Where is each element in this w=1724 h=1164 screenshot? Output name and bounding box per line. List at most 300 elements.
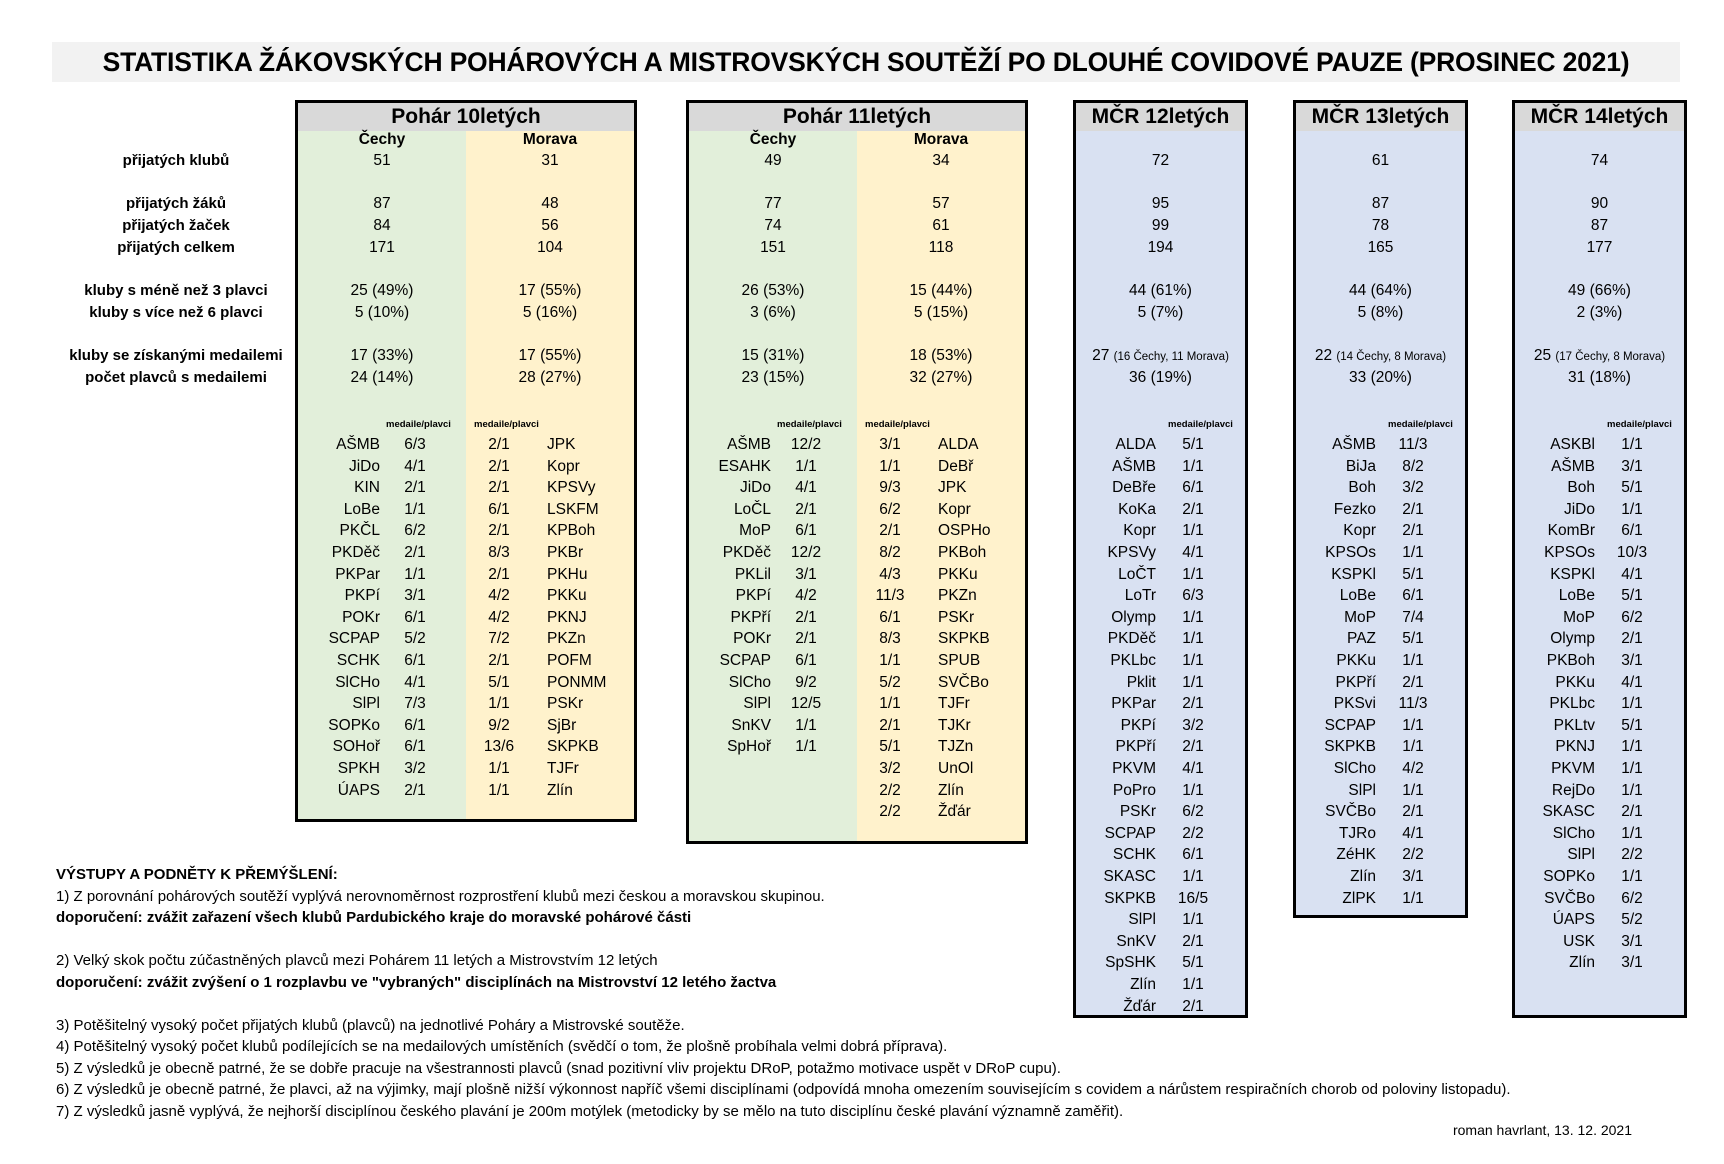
club-medals: 13/6 [483, 738, 515, 756]
club-name: PKSvi [1333, 695, 1376, 713]
club-name: SlPl [1348, 781, 1376, 799]
row-label-kluby: přijatých klubů [122, 152, 230, 169]
club-medals: 4/2 [488, 587, 510, 605]
row-label-zacky: přijatých žaček [122, 217, 230, 234]
value-kluby: 72 [1151, 152, 1170, 169]
club-medals: 6/2 [1182, 803, 1204, 821]
club-name: SKASC [1103, 868, 1156, 885]
club-name: LoBe [343, 500, 380, 518]
club-name: DeBř [938, 457, 974, 475]
club-name: Fezko [1333, 500, 1376, 518]
club-medals: 8/2 [1402, 457, 1424, 475]
club-name: SCHK [336, 652, 380, 669]
club-medals: 1/1 [1621, 760, 1643, 777]
club-name: UnOl [938, 760, 974, 777]
value-cechy-kluby: 51 [373, 152, 391, 169]
club-medals: 8/3 [879, 630, 901, 648]
club-medals: 2/1 [404, 479, 426, 497]
club-name: PKLbc [1549, 695, 1595, 713]
value-plavci-medaile: 36 (19%) [1129, 369, 1192, 386]
value-vice6: 5 (7%) [1137, 304, 1184, 321]
value-mene3: 49 (66%) [1568, 282, 1631, 299]
club-medals: 6/1 [488, 500, 510, 518]
value-kluby: 74 [1590, 152, 1609, 169]
value-mene3: 44 (64%) [1349, 282, 1412, 299]
club-medals: 1/1 [1402, 738, 1424, 756]
medal-clubs-count: 27 [1092, 347, 1110, 364]
club-name: SKPKB [1104, 889, 1156, 907]
medal-header-morava: medaile/plavci [865, 419, 930, 430]
club-name: PKNJ [547, 608, 587, 626]
club-medals: 2/2 [1621, 846, 1643, 864]
club-name: SCPAP [328, 630, 380, 648]
club-name: SKPKB [1324, 738, 1376, 756]
club-name: KIN [354, 479, 380, 497]
value-plavci-medaile: 33 (20%) [1349, 369, 1412, 386]
club-name: SjBr [547, 716, 577, 734]
club-medals: 10/3 [1616, 544, 1648, 561]
club-name: PKPí [344, 587, 380, 605]
value-cechy-kluby: 49 [764, 152, 782, 169]
club-name: JPK [938, 479, 967, 497]
club-medals: 1/1 [1621, 781, 1643, 799]
club-medals: 7/2 [488, 630, 510, 648]
club-name: ALDA [1115, 436, 1156, 453]
club-name: PSKr [547, 695, 584, 713]
club-medals: 4/1 [795, 479, 817, 497]
club-medals: 2/2 [879, 781, 901, 799]
club-medals: 1/1 [1621, 738, 1643, 756]
club-medals: 6/1 [879, 608, 901, 626]
club-name: ÚAPS [337, 781, 380, 799]
club-medals: 2/1 [1182, 932, 1204, 950]
club-name: PKPří [1335, 673, 1376, 691]
medal-header-cechy: medaile/plavci [777, 419, 842, 430]
value-kluby: 61 [1371, 152, 1390, 169]
page-title: STATISTIKA ŽÁKOVSKÝCH POHÁROVÝCH A MISTROVSKÝCH SOUTĚŽÍ PO DLOUHÉ COVIDOVÉ PAUZE (PROSINEC 2021) [52, 42, 1680, 82]
club-name: SKPKB [938, 630, 990, 648]
club-medals: 1/1 [488, 695, 510, 713]
club-name: LoČL [733, 500, 771, 518]
signature: roman havrlant, 13. 12. 2021 [1452, 1122, 1632, 1138]
club-name: AŠMB [1112, 457, 1156, 475]
club-name: PKPří [1115, 738, 1156, 756]
club-medals: 1/1 [1621, 436, 1643, 453]
value-morava-kluby-medaile: 17 (55%) [518, 347, 582, 364]
row-label-vice6: kluby s více než 6 plavci [89, 304, 263, 321]
club-name: SlPl [1567, 846, 1595, 864]
club-medals: 2/1 [1402, 673, 1424, 691]
value-cechy-kluby-medaile: 17 (33%) [350, 347, 414, 364]
club-name: TJFr [547, 760, 579, 777]
club-name: KSPKl [1331, 565, 1376, 583]
club-name: SlPl [1128, 911, 1156, 929]
club-medals: 1/1 [1621, 868, 1643, 885]
club-name: PKKu [938, 565, 978, 583]
value-cechy-plavci-medaile: 23 (15%) [741, 369, 805, 386]
club-medals: 2/1 [795, 630, 817, 648]
club-name: PKPar [335, 565, 380, 583]
subheader-cechy: Čechy [358, 131, 406, 148]
club-name: Olymp [1550, 630, 1595, 648]
value-morava-vice6: 5 (15%) [913, 304, 969, 321]
value-morava-mene3: 15 (44%) [909, 282, 973, 299]
club-name: SlCHo [335, 673, 380, 691]
club-name: SKASC [1542, 803, 1595, 821]
club-name: Žďár [1123, 997, 1156, 1015]
panel-title: Pohár 11letých [689, 103, 1025, 132]
club-medals: 6/1 [1402, 587, 1424, 605]
club-name: TJKr [938, 716, 971, 734]
medal-header: medaile/plavci [1607, 419, 1672, 430]
club-medals: 4/1 [1182, 760, 1204, 777]
club-name: PKZn [938, 587, 977, 605]
value-plavci-medaile: 31 (18%) [1568, 369, 1631, 386]
club-name: PKPar [1111, 695, 1156, 713]
club-name: ALDA [938, 436, 979, 453]
club-name: ASKBl [1550, 436, 1595, 453]
club-medals: 1/1 [879, 695, 901, 713]
value-morava-zacky: 56 [541, 217, 559, 234]
club-name: SlCho [1333, 760, 1376, 777]
club-name: SCHK [1112, 846, 1156, 864]
club-medals: 2/1 [795, 608, 817, 626]
club-medals: 4/2 [1402, 760, 1424, 777]
value-zacky: 99 [1151, 217, 1170, 234]
club-name: PKHu [547, 565, 588, 583]
club-medals: 3/1 [1621, 932, 1643, 950]
value-mene3: 44 (61%) [1129, 282, 1192, 299]
value-zaci: 90 [1590, 195, 1609, 212]
club-medals: 16/5 [1177, 889, 1209, 907]
club-medals: 5/1 [488, 673, 510, 691]
value-morava-kluby: 34 [932, 152, 950, 169]
club-medals: 8/3 [488, 544, 510, 561]
club-medals: 5/2 [1621, 911, 1643, 929]
row-label-plavci-medaile: počet plavců s medailemi [85, 369, 267, 386]
value-zaci: 87 [1371, 195, 1390, 212]
club-medals: 6/2 [404, 522, 426, 540]
club-medals: 6/1 [795, 652, 817, 669]
club-name: KPBoh [547, 522, 596, 540]
club-name: KomBr [1547, 522, 1595, 540]
club-medals: 2/1 [488, 522, 510, 540]
club-name: SCPAP [719, 652, 771, 669]
club-medals: 1/1 [488, 760, 510, 777]
club-name: PKLtv [1553, 716, 1595, 734]
club-medals: 5/1 [1621, 479, 1643, 497]
club-name: POFM [547, 652, 592, 669]
club-medals: 2/1 [1182, 997, 1204, 1015]
club-name: Zlín [938, 781, 964, 799]
club-name: Zlín [1569, 954, 1595, 972]
club-medals: 3/1 [879, 436, 901, 453]
club-name: PONMM [547, 673, 607, 691]
value-cechy-celkem: 151 [760, 239, 786, 256]
value-morava-kluby: 31 [541, 152, 559, 169]
panel-title: MČR 12letých [1076, 103, 1245, 132]
club-medals: 4/1 [1621, 673, 1643, 691]
club-name: SPUB [938, 652, 981, 669]
club-medals: 1/1 [1182, 673, 1204, 691]
club-medals: 3/2 [1182, 716, 1204, 734]
club-medals: 1/1 [1402, 652, 1424, 669]
club-medals: 2/1 [404, 781, 426, 799]
club-medals: 2/1 [1621, 630, 1643, 648]
club-name: AŠMB [336, 436, 380, 453]
club-name: MoP [1563, 608, 1595, 626]
club-name: LSKFM [547, 500, 599, 518]
club-name: DeBře [1112, 479, 1156, 497]
club-medals: 1/1 [1621, 824, 1643, 842]
club-medals: 1/1 [1182, 781, 1204, 799]
club-medals: 2/1 [1402, 500, 1424, 518]
club-medals: 6/1 [404, 652, 426, 669]
club-medals: 5/1 [1402, 565, 1424, 583]
note-4: 4) Potěšitelný vysoký počet klubů podílejících se na medailových umístěních (svědčí o tom, že plošně probíhala velmi dobrá příprava). [56, 1038, 948, 1055]
club-name: SKPKB [547, 738, 599, 756]
club-medals: 2/2 [1402, 846, 1424, 864]
club-name: PKVM [1112, 760, 1156, 777]
club-name: PKBr [547, 544, 584, 561]
club-medals: 7/4 [1402, 608, 1424, 626]
club-medals: 7/3 [404, 695, 426, 713]
club-medals: 11/3 [1398, 695, 1428, 713]
row-label-zaci: přijatých žáků [125, 195, 227, 212]
club-name: KPSVy [547, 479, 596, 497]
club-medals: 6/1 [1182, 479, 1204, 497]
club-medals: 1/1 [879, 457, 901, 475]
value-cechy-vice6: 3 (6%) [750, 304, 796, 321]
value-celkem: 194 [1147, 239, 1174, 256]
value-cechy-zacky: 74 [764, 217, 782, 234]
club-medals: 12/2 [790, 436, 822, 453]
club-medals: 2/1 [488, 479, 510, 497]
club-medals: 4/2 [488, 608, 510, 626]
note-5: 5) Z výsledků je obecně patrné, že se dobře pracuje na všestrannosti plavců (snad pozitivní vliv projektu DRoP, potažmo motivace uspět v DRoP cupu). [56, 1059, 1061, 1077]
club-name: Kopr [1123, 522, 1156, 540]
club-name: PKLbc [1110, 652, 1156, 669]
club-medals: 2/1 [404, 544, 426, 561]
medal-header: medaile/plavci [1388, 419, 1453, 430]
note-1: 1) Z porovnání pohárových soutěží vyplývá nerovnoměrnost rozprostření klubů mezi českou a moravskou skupinou. [56, 887, 825, 905]
club-medals: 1/1 [1182, 457, 1204, 475]
club-medals: 5/1 [1621, 716, 1643, 734]
club-name: PKVM [1551, 760, 1595, 777]
value-vice6: 2 (3%) [1576, 304, 1623, 321]
medal-header-cechy: medaile/plavci [386, 419, 451, 430]
club-medals: 1/1 [795, 738, 817, 756]
club-medals: 1/1 [1182, 608, 1204, 626]
value-morava-mene3: 17 (55%) [518, 282, 582, 299]
club-name: JiDo [348, 457, 380, 475]
club-medals: 3/2 [879, 760, 901, 777]
club-medals: 12/5 [790, 695, 822, 713]
club-name: JiDo [1563, 500, 1595, 518]
club-medals: 1/1 [1182, 652, 1204, 669]
club-name: ZlPK [1342, 889, 1376, 907]
club-medals: 2/2 [879, 803, 901, 821]
club-name: MoP [1344, 608, 1376, 626]
value-kluby-medaile [1076, 347, 1245, 366]
club-medals: 6/2 [879, 500, 901, 518]
club-name: MoP [739, 522, 771, 540]
club-name: Boh [1348, 479, 1376, 497]
subheader-morava: Morava [913, 131, 969, 148]
club-medals: 4/1 [1621, 565, 1643, 583]
club-name: SOPKo [1543, 868, 1595, 885]
club-medals: 3/1 [795, 565, 817, 583]
club-name: KPSVy [1107, 544, 1156, 561]
value-cechy-zacky: 84 [373, 217, 391, 234]
note-6: 6) Z výsledků je obecně patrné, že plavci, až na výjimky, mají plošně nižší výkonnost napříč všemi disciplínami (odpovídá mnoha omezením souvisejícím s covidem a nárůstem respiračních chorob od poloviny listopadu). [56, 1081, 1511, 1098]
club-name: TJZn [938, 738, 974, 756]
club-name: LoČT [1118, 565, 1156, 583]
club-name: PKLil [734, 565, 771, 583]
club-name: LoBe [1339, 587, 1376, 605]
value-zacky: 87 [1590, 217, 1609, 234]
club-medals: 5/2 [404, 630, 426, 648]
club-medals: 2/1 [1621, 803, 1643, 821]
note-3: 3) Potěšitelný vysoký počet přijatých klubů (plavců) na jednotlivé Poháry a Mistrovské soutěže. [56, 1016, 685, 1034]
value-vice6: 5 (8%) [1357, 304, 1404, 321]
notes-section [56, 864, 1676, 1122]
club-name: PKBoh [1546, 652, 1595, 669]
club-name: PKDěč [722, 544, 771, 561]
club-medals: 1/1 [1402, 716, 1424, 734]
club-medals: 3/1 [1621, 457, 1643, 475]
club-medals: 2/1 [1182, 738, 1204, 756]
value-cechy-plavci-medaile: 24 (14%) [350, 369, 414, 386]
club-medals: 2/1 [488, 565, 510, 583]
note-1-recommendation: doporučení: zvážit zařazení všech klubů Pardubického kraje do moravské pohárové části [56, 909, 692, 926]
value-morava-vice6: 5 (16%) [522, 304, 578, 321]
panel-title: MČR 13letých [1296, 103, 1465, 132]
club-name: SlCho [1552, 824, 1595, 842]
club-medals: 6/3 [1182, 587, 1204, 605]
club-medals: 5/1 [1182, 954, 1204, 972]
club-name: KPSOs [1544, 544, 1595, 561]
club-medals: 5/1 [1182, 436, 1204, 453]
club-name: SCPAP [1324, 716, 1376, 734]
club-medals: 1/1 [1621, 500, 1643, 518]
club-medals: 2/1 [488, 457, 510, 475]
value-morava-celkem: 104 [537, 239, 563, 256]
medal-header-morava: medaile/plavci [474, 419, 539, 430]
club-medals: 6/1 [1182, 846, 1204, 864]
club-medals: 1/1 [404, 565, 426, 583]
club-medals: 5/1 [1402, 630, 1424, 648]
club-name: BiJa [1345, 457, 1376, 475]
club-name: PKNJ [1555, 738, 1595, 756]
panel-title: MČR 14letých [1515, 103, 1684, 132]
notes-heading: VÝSTUPY A PODNĚTY K PŘEMÝŠLENÍ: [56, 866, 338, 883]
club-name: SlPl [352, 695, 380, 713]
club-name: AŠMB [1551, 457, 1595, 475]
club-name: PKKu [547, 587, 587, 605]
club-medals: 6/1 [795, 522, 817, 540]
club-name: ZéHK [1336, 846, 1376, 864]
club-name: POKr [342, 608, 380, 626]
club-name: USK [1563, 932, 1595, 950]
club-medals: 4/1 [404, 457, 426, 475]
club-medals: 2/1 [1402, 522, 1424, 540]
club-name: SPKH [337, 760, 380, 777]
value-cechy-zaci: 87 [373, 195, 391, 212]
medal-clubs-detail: (14 Čechy, 8 Morava) [1336, 351, 1447, 363]
club-name: PKPří [730, 608, 771, 626]
value-kluby-medaile [1296, 347, 1465, 366]
club-name: POKr [733, 630, 771, 648]
club-medals: 3/2 [1402, 479, 1424, 497]
club-medals: 1/1 [1182, 565, 1204, 583]
club-medals: 2/1 [1402, 803, 1424, 821]
club-name: TJRo [1338, 824, 1376, 842]
club-medals: 2/1 [879, 716, 901, 734]
club-medals: 3/1 [1621, 652, 1643, 669]
club-medals: 2/1 [488, 436, 510, 453]
club-name: Kopr [1343, 522, 1376, 540]
club-medals: 1/1 [795, 716, 817, 734]
club-name: Kopr [938, 500, 971, 518]
club-medals: 4/1 [404, 673, 426, 691]
club-medals: 5/1 [1621, 587, 1643, 605]
club-medals: 3/1 [1402, 868, 1424, 885]
value-cechy-zaci: 77 [764, 195, 782, 212]
club-medals: 4/2 [795, 587, 817, 605]
club-medals: 5/1 [879, 738, 901, 756]
value-cechy-celkem: 171 [369, 239, 395, 256]
subheader-morava: Morava [522, 131, 578, 148]
club-name: LoTr [1124, 587, 1156, 605]
value-celkem: 177 [1586, 239, 1613, 256]
club-medals: 1/1 [1402, 544, 1424, 561]
club-name: SlPl [743, 695, 771, 713]
club-medals: 6/1 [404, 608, 426, 626]
club-name: KoKa [1118, 500, 1156, 518]
club-medals: 9/2 [488, 716, 510, 734]
club-medals: 6/2 [1621, 889, 1643, 907]
club-medals: 4/1 [1182, 544, 1204, 561]
club-name: PKZn [547, 630, 586, 648]
club-medals: 1/1 [404, 500, 426, 518]
value-morava-plavci-medaile: 28 (27%) [518, 369, 582, 386]
club-name: SOPKo [328, 716, 380, 734]
value-celkem: 165 [1367, 239, 1394, 256]
club-name: PKPí [735, 587, 771, 605]
medal-clubs-count: 22 [1314, 347, 1333, 364]
row-label-kluby-medaile: kluby se získanými medailemi [69, 347, 283, 364]
club-name: PAZ [1347, 630, 1376, 648]
value-morava-zaci: 57 [932, 195, 950, 212]
club-name: Boh [1567, 479, 1595, 497]
club-medals: 3/1 [1621, 954, 1643, 972]
club-medals: 1/1 [1621, 695, 1643, 713]
value-morava-zacky: 61 [932, 217, 950, 234]
medal-clubs-detail: (17 Čechy, 8 Morava) [1555, 351, 1666, 363]
value-cechy-mene3: 25 (49%) [350, 282, 414, 299]
row-label-celkem: přijatých celkem [117, 239, 235, 256]
club-name: PKDěč [331, 544, 380, 561]
club-medals: 1/1 [1182, 630, 1204, 648]
club-medals: 6/1 [404, 738, 426, 756]
club-medals: 1/1 [795, 457, 817, 475]
value-cechy-vice6: 5 (10%) [354, 304, 410, 321]
club-medals: 2/1 [488, 652, 510, 669]
club-name: RejDo [1551, 781, 1595, 799]
club-medals: 6/1 [404, 716, 426, 734]
club-medals: 4/1 [1402, 824, 1424, 842]
